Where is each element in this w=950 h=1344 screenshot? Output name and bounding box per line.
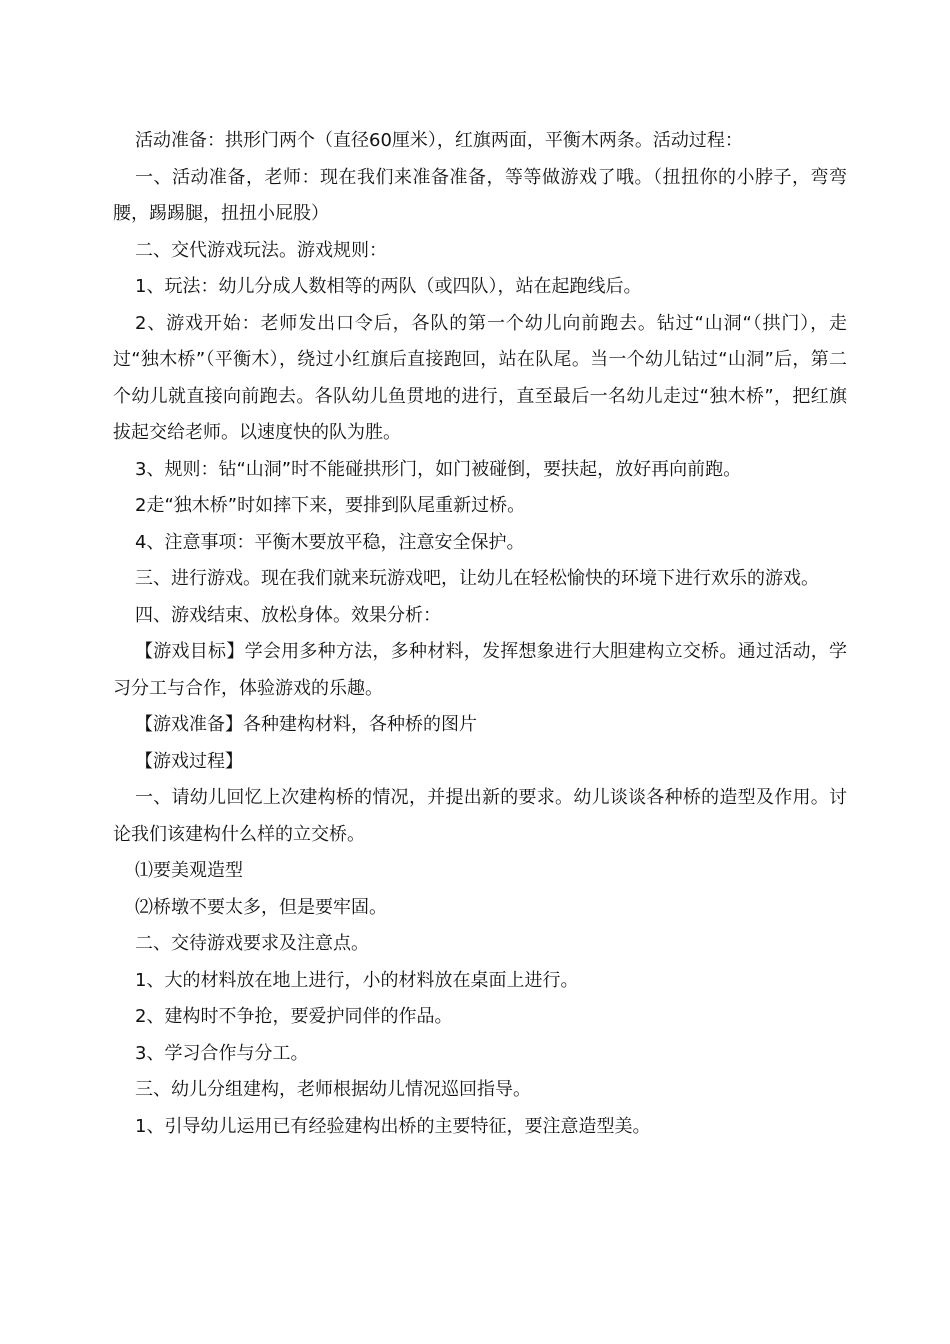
paragraph: 【游戏目标】学会用多种方法，多种材料，发挥想象进行大胆建构立交桥。通过活动，学习分工与合作，体验游戏的乐趣。 xyxy=(113,641,847,699)
paragraph: 2、建构时不争抢，要爱护同伴的作品。 xyxy=(135,1006,453,1027)
paragraph: 3、学习合作与分工。 xyxy=(135,1042,309,1064)
paragraph: ⑴要美观造型 xyxy=(135,860,243,881)
paragraph: 二、交代游戏玩法。游戏规则： xyxy=(135,239,387,261)
paragraph: 【游戏过程】 xyxy=(135,750,243,772)
paragraph: 4、注意事项：平衡木要放平稳，注意安全保护。 xyxy=(135,531,525,553)
paragraph: 二、交待游戏要求及注意点。 xyxy=(135,933,369,954)
paragraph: 三、进行游戏。现在我们就来玩游戏吧，让幼儿在轻松愉快的环境下进行欢乐的游戏。 xyxy=(135,568,819,589)
paragraph: 1、大的材料放在地上进行，小的材料放在桌面上进行。 xyxy=(135,969,579,991)
paragraph: 一、请幼儿回忆上次建构桥的情况，并提出新的要求。幼儿谈谈各种桥的造型及作用。讨论我们该建构什么样的立交桥。 xyxy=(113,787,847,845)
paragraph: 活动准备：拱形门两个（直径60厘米），红旗两面，平衡木两条。活动过程： xyxy=(135,130,743,151)
paragraph: 3、规则：钻“山洞”时不能碰拱形门，如门被碰倒，要扶起，放好再向前跑。 xyxy=(135,458,742,480)
paragraph: 四、游戏结束、放松身体。效果分析： xyxy=(135,604,441,626)
paragraph: 2、游戏开始：老师发出口令后，各队的第一个幼儿向前跑去。钻过“山洞“（拱门），走过“独木桥”（平衡木），绕过小红旗后直接跑回，站在队尾。当一个幼儿钻过“山洞”后，第二个幼儿就直接向前跑去。各队幼儿鱼贯地的进行，直至最后一名幼儿走过“独木桥”，把红旗拔起交给老师。以速度快的队为胜。 xyxy=(113,312,847,443)
paragraph: 三、幼儿分组建构，老师根据幼儿情况巡回指导。 xyxy=(135,1079,531,1100)
paragraph: 1、玩法：幼儿分成人数相等的两队（或四队），站在起跑线后。 xyxy=(135,276,642,297)
paragraph: 2走“独木桥”时如摔下来，要排到队尾重新过桥。 xyxy=(135,495,526,516)
paragraph: 一、活动准备，老师：现在我们来准备准备，等等做游戏了哦。（扭扭你的小脖子，弯弯腰，踢踢腿，扭扭小屁股） xyxy=(113,166,847,224)
paragraph: ⑵桥墩不要太多，但是要牢固。 xyxy=(135,896,387,918)
paragraph: 1、引导幼儿运用已有经验建构出桥的主要特征，要注意造型美。 xyxy=(135,1115,651,1137)
paragraph: 【游戏准备】各种建构材料，各种桥的图片 xyxy=(135,714,477,735)
document-body xyxy=(113,123,847,1145)
